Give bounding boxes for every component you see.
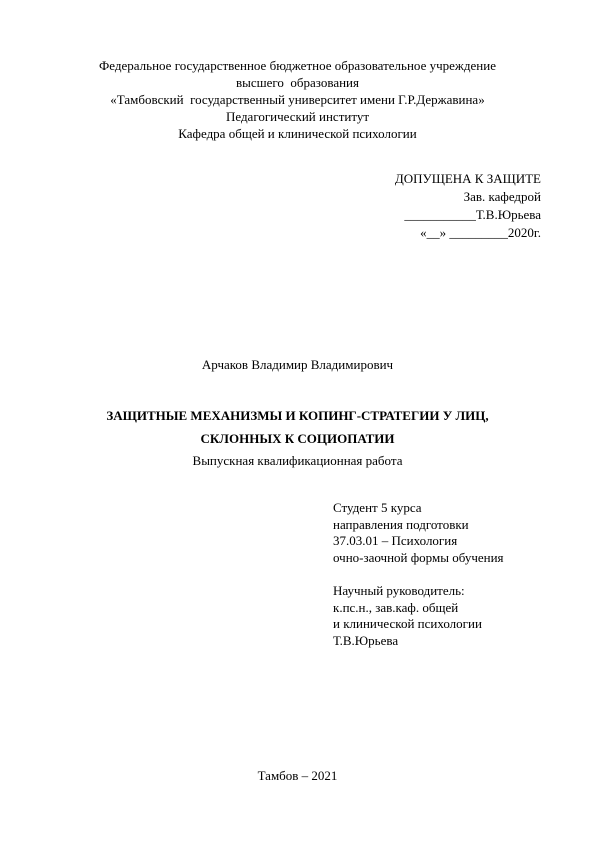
institution-header — [0, 57, 595, 142]
city-year: Тамбов – 2021 — [257, 768, 338, 783]
header-line-institute: Педагогический институт — [225, 109, 370, 124]
approval-date-line: «__» _________2020г. — [420, 225, 541, 240]
thesis-title-line-2: СКЛОННЫХ К СОЦИОПАТИИ — [200, 431, 395, 446]
student-course: Студент 5 курса — [333, 500, 422, 515]
header-line-university: «Тамбовский государственный университет имени Г.Р.Державина» — [110, 92, 485, 107]
header-line-department: Кафедра общей и клинической психологии — [178, 126, 417, 141]
thesis-title — [0, 404, 595, 450]
thesis-title-line-1: ЗАЩИТНЫЕ МЕХАНИЗМЫ И КОПИНГ-СТРАТЕГИИ У ЛИЦ, — [106, 408, 489, 423]
header-line-education-level: высшего образования — [235, 75, 359, 90]
supervisor-title-1: к.пс.н., зав.каф. общей — [333, 599, 459, 615]
supervisor-title-2: и клинической психологии — [333, 616, 482, 631]
approval-signature-line: ___________Т.В.Юрьева — [404, 207, 541, 222]
approval-position: Зав. кафедрой — [463, 189, 541, 204]
author-name: Арчаков Владимир Владимирович — [201, 357, 394, 372]
work-type: Выпускная квалификационная работа — [192, 453, 403, 468]
supervisor-name: Т.В.Юрьева — [333, 632, 399, 648]
supervisor-info — [333, 583, 482, 649]
header-line-ministry: Федеральное государственное бюджетное образовательное учреждение — [99, 58, 496, 73]
approval-block — [395, 170, 541, 242]
student-direction-label: направления подготовки — [333, 516, 469, 532]
supervisor-label: Научный руководитель: — [333, 583, 465, 598]
student-info — [333, 500, 504, 566]
student-study-form: очно-заочной формы обучения — [333, 549, 504, 565]
student-direction-code: 37.03.01 – Психология — [333, 533, 458, 548]
approval-heading: ДОПУЩЕНА К ЗАЩИТЕ — [394, 171, 541, 186]
